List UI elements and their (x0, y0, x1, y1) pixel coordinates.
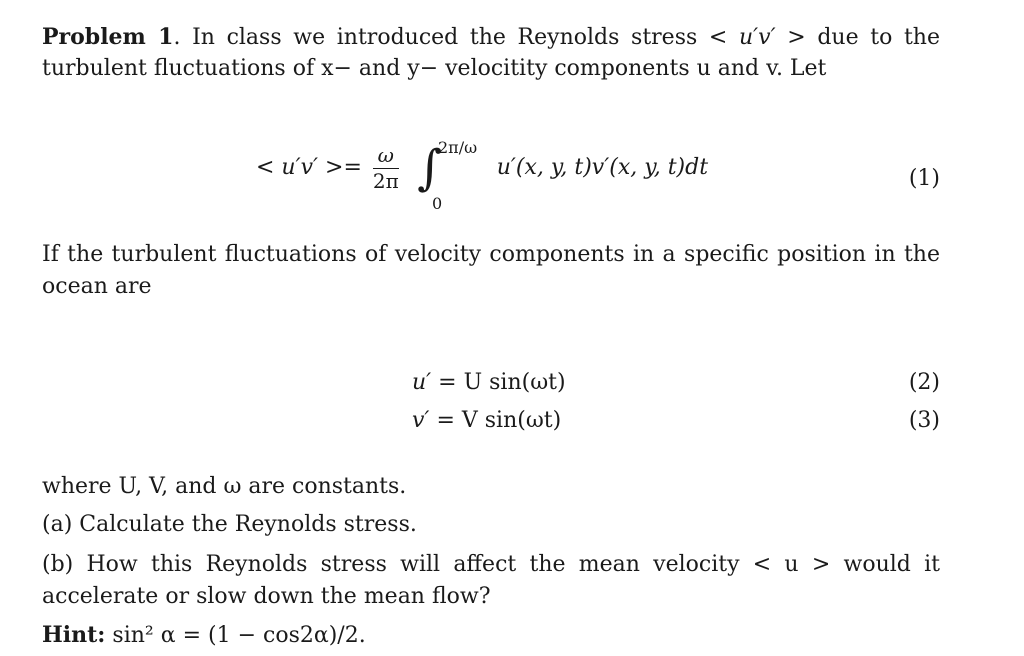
part-a: (a) Calculate the Reynolds stress. (42, 512, 417, 537)
problem-intro-text: . In class we introduced the Reynolds stress (173, 25, 698, 50)
equation-3 (412, 410, 561, 432)
eq2-rhs: = U sin(ωt) (438, 370, 566, 395)
hint-formula: sin² α = (1 − cos2α)/2. (112, 623, 366, 648)
integral-sign: ∫ (417, 140, 443, 196)
equation-1-number: (1) (908, 166, 940, 191)
eq1-fraction (373, 145, 399, 191)
equation-2-number: (2) (908, 370, 940, 395)
equation-3-number: (3) (908, 408, 940, 433)
problem-intro-end: due to the (817, 25, 940, 50)
eq1-fraction-denominator: 2π (372, 169, 399, 193)
problem-intro-line1 (42, 26, 940, 49)
paragraph2-line1: If the turbulent fluctuations of velocity components in a specific position in the (42, 242, 940, 267)
problem-intro-line2: turbulent fluctuations of x− and y− velocitity components u and v. Let (42, 56, 827, 81)
reynolds-stress-symbol: < u′v′ > (708, 25, 806, 50)
equation-1 (256, 140, 709, 196)
integral-upper-limit: 2π/ω (438, 138, 478, 157)
eq1-fraction-numerator: ω (373, 145, 399, 169)
part-b-line1: (b) How this Reynolds stress will affect the mean velocity < u > would it (42, 552, 940, 577)
eq1-lhs: < u′v′ >= (256, 155, 362, 180)
problem-heading: Problem 1 (42, 24, 174, 50)
eq2-lhs: u′ (412, 370, 432, 395)
paragraph2-line2: ocean are (42, 274, 152, 299)
equation-2 (412, 372, 566, 394)
part-b-line2: accelerate or slow down the mean flow? (42, 584, 491, 609)
integral-lower-limit: 0 (432, 194, 443, 213)
hint (42, 624, 366, 647)
constants-statement: where U, V, and ω are constants. (42, 474, 407, 499)
eq3-rhs: = V sin(ωt) (436, 408, 562, 433)
eq3-lhs: v′ (412, 408, 430, 433)
eq1-integrand: u′(x, y, t)v′(x, y, t)dt (496, 155, 709, 180)
hint-label: Hint: (42, 622, 106, 648)
